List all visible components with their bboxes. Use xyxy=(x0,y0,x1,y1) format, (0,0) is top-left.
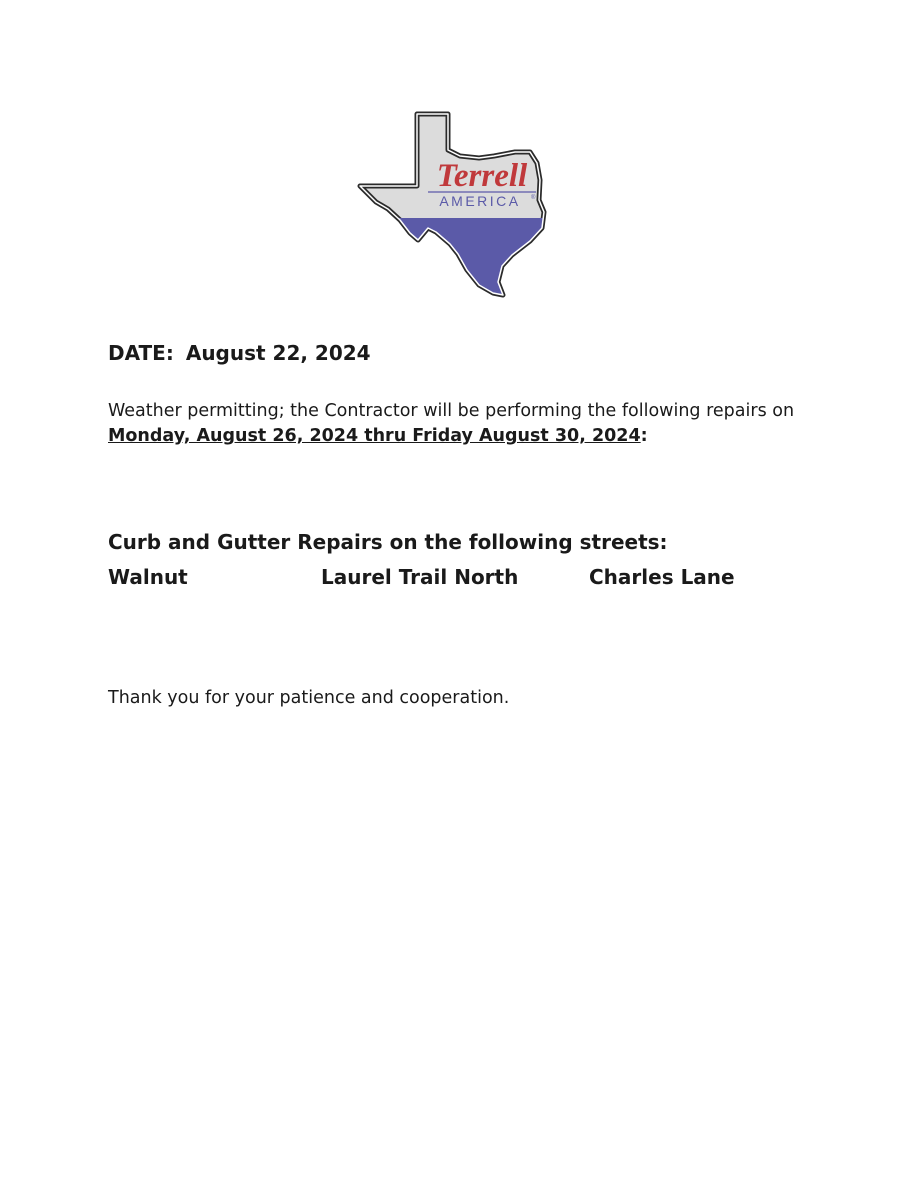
terrell-america-logo xyxy=(354,108,558,298)
date-line xyxy=(108,341,371,365)
closing-text: Thank you for your patience and cooperation. xyxy=(108,688,510,708)
date-value: August 22, 2024 xyxy=(185,341,371,365)
logo-sub-text: AMERICA xyxy=(439,193,521,209)
registered-mark: ® xyxy=(531,195,536,201)
repairs-heading: Curb and Gutter Repairs on the following streets: xyxy=(108,530,668,554)
date-label: DATE: xyxy=(108,341,174,365)
street-charles-lane: Charles Lane xyxy=(589,565,735,589)
intro-paragraph xyxy=(108,399,808,449)
work-dates: Monday, August 26, 2024 thru Friday August 30, 2024 xyxy=(108,426,641,446)
intro-end: : xyxy=(640,426,648,446)
street-laurel-trail-north: Laurel Trail North xyxy=(321,565,519,589)
texas-blue-band xyxy=(354,218,558,298)
street-walnut: Walnut xyxy=(108,565,188,589)
intro-text: Weather permitting; the Contractor will be performing the following repairs on xyxy=(108,401,795,421)
logo-name-text: Terrell xyxy=(436,158,528,194)
